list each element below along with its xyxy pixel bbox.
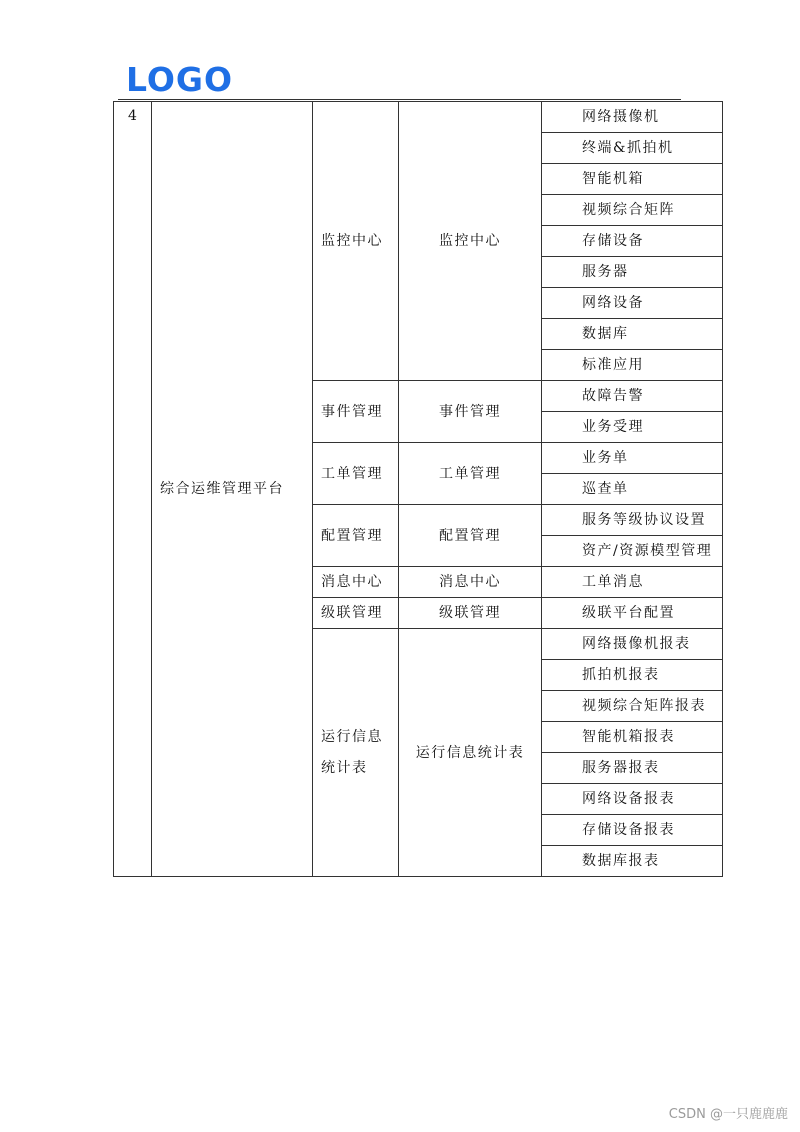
- function-item-cell: 故障告警: [542, 381, 723, 412]
- function-item-cell: 标准应用: [542, 350, 723, 381]
- level1-module-cell: 事件管理: [313, 381, 399, 443]
- level2-module-cell: 配置管理: [399, 505, 542, 567]
- function-item-cell: 服务等级协议设置: [542, 505, 723, 536]
- platform-cell: 综合运维管理平台: [152, 102, 313, 877]
- function-item-cell: 网络设备: [542, 288, 723, 319]
- function-item-cell: 网络摄像机: [542, 102, 723, 133]
- level2-module-cell: 事件管理: [399, 381, 542, 443]
- function-item-cell: 视频综合矩阵报表: [542, 691, 723, 722]
- watermark: CSDN @一只鹿鹿鹿: [668, 1107, 788, 1122]
- level2-module-cell: 运行信息统计表: [399, 629, 542, 877]
- level1-module-cell: [313, 629, 399, 877]
- function-item-cell: 服务器报表: [542, 753, 723, 784]
- function-item-cell: 终端&抓拍机: [542, 133, 723, 164]
- level1-module-cell: 工单管理: [313, 443, 399, 505]
- function-item-cell: 网络摄像机报表: [542, 629, 723, 660]
- function-item-cell: 抓拍机报表: [542, 660, 723, 691]
- function-item-cell: 业务受理: [542, 412, 723, 443]
- function-item-cell: 资产/资源模型管理: [542, 536, 723, 567]
- level2-module-cell: 监控中心: [399, 102, 542, 381]
- function-item-cell: 级联平台配置: [542, 598, 723, 629]
- level1-module-cell: 级联管理: [313, 598, 399, 629]
- function-item-cell: 服务器: [542, 257, 723, 288]
- level2-module-cell: 工单管理: [399, 443, 542, 505]
- spec-table-body: [114, 102, 723, 877]
- table-row: [114, 102, 723, 133]
- function-item-cell: 数据库: [542, 319, 723, 350]
- row-number-cell: 4: [114, 102, 152, 877]
- level2-module-cell: 消息中心: [399, 567, 542, 598]
- function-item-cell: 巡查单: [542, 474, 723, 505]
- header-divider: [118, 99, 681, 100]
- function-item-cell: 智能机箱报表: [542, 722, 723, 753]
- level1-module-cell: 配置管理: [313, 505, 399, 567]
- function-item-cell: 数据库报表: [542, 846, 723, 877]
- logo: LOGO: [126, 60, 234, 99]
- level1-module-label: 运行信息统计表: [321, 728, 383, 776]
- function-item-cell: 网络设备报表: [542, 784, 723, 815]
- level2-module-cell: 级联管理: [399, 598, 542, 629]
- function-item-cell: 智能机箱: [542, 164, 723, 195]
- function-item-cell: 工单消息: [542, 567, 723, 598]
- function-item-cell: 存储设备报表: [542, 815, 723, 846]
- spec-table: [113, 101, 723, 877]
- function-item-cell: 存储设备: [542, 226, 723, 257]
- function-item-cell: 视频综合矩阵: [542, 195, 723, 226]
- level1-module-cell: 监控中心: [313, 102, 399, 381]
- level1-module-cell: 消息中心: [313, 567, 399, 598]
- function-item-cell: 业务单: [542, 443, 723, 474]
